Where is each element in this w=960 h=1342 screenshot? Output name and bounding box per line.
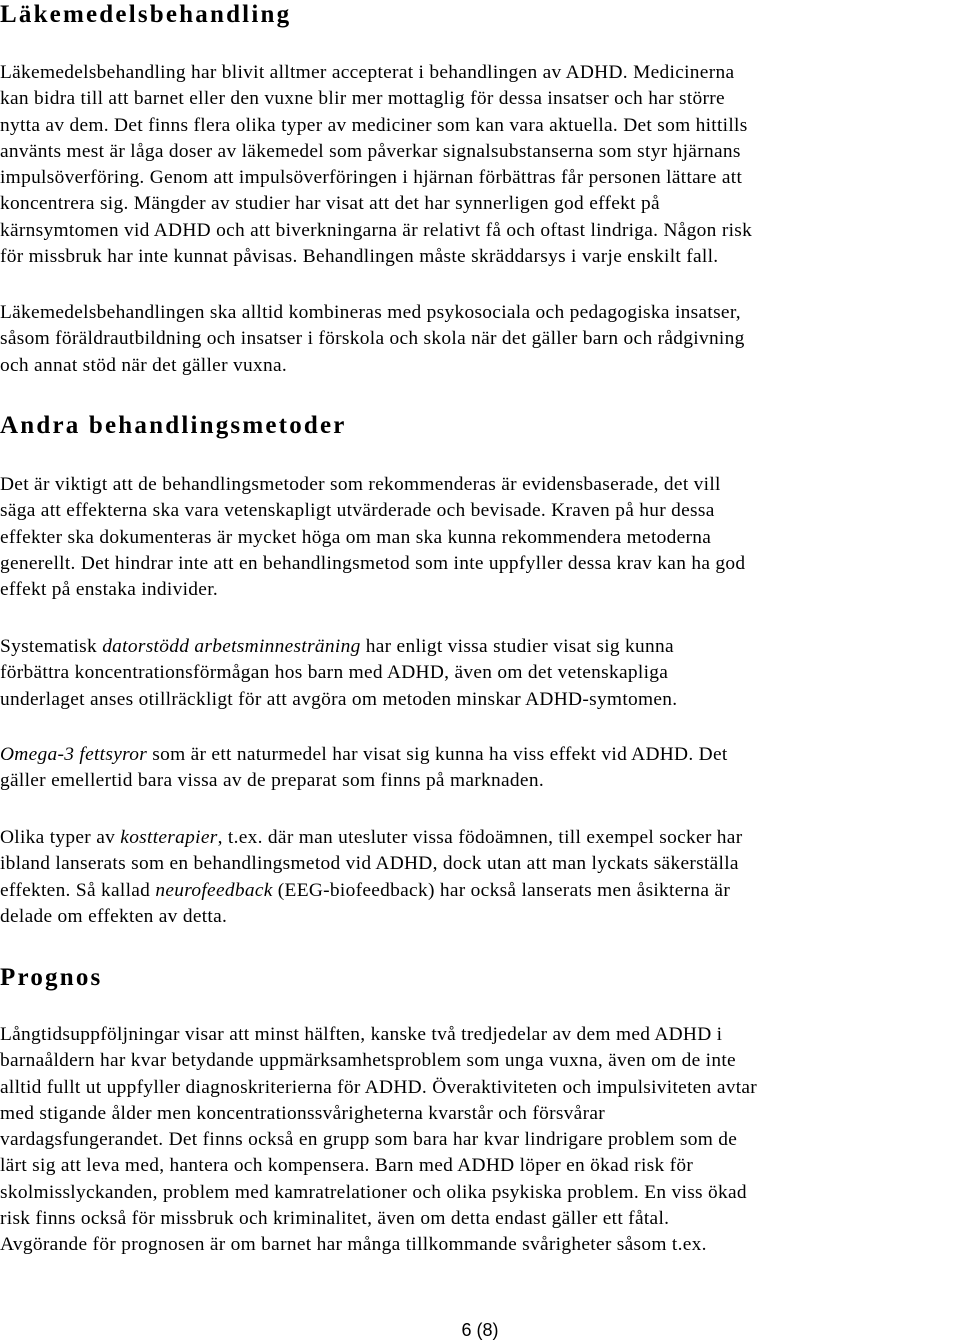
text-run: Olika typer av	[0, 827, 121, 848]
emphasis-neurofeedback: neurofeedback	[155, 879, 273, 901]
text-run: Systematisk	[0, 636, 103, 657]
paragraph-lakemedel-kombination: Läkemedelsbehandlingen ska alltid kombineras med psykosociala och pedagogiska insatser, såsom föräldrautbildning och insatser i förskola och skola när det gäller barn och rådgivning och annat stöd när det gäller vuxna.	[0, 302, 745, 376]
emphasis-kostterapier: kostterapier	[120, 827, 218, 848]
paragraph-lakemedel-intro: Läkemedelsbehandling har blivit alltmer accepterat i behandlingen av ADHD. Medicinerna kan bidra till att barnet eller den vuxne blir mer mottaglig för dessa insatser och har större nytta av dem. Det finns flera olika typer av mediciner som kan vara aktuella. Det som hittills använts mest är låga doser av läkemedel som påverkar signalsubstanserna som styr hjärnans impulsöverföring. Genom att impulsöverföringen i hjärnan förbättras får personen lättare att koncentrera sig. Mängder av studier har visat att det har synnerligen god effekt på kärnsymtomen vid ADHD och att biverkningarna är relativt få och oftast lindriga. Någon risk för missbruk har inte kunnat påvisas. Behandlingen måste skräddarsys i varje enskilt fall.	[0, 62, 753, 268]
text-run: , t.ex. där man utesluter vissa födoämnen, till exempel socker har ibland lanserats som en behandlingsmetod vid ADHD, dock utan att man lyckats säkerställa effekten. Så kallad	[0, 827, 743, 901]
text-run: som är ett naturmedel har visat sig kunna ha viss effekt vid ADHD. Det gäller emellertid bara vissa av de preparat som finns på marknaden.	[0, 744, 728, 792]
paragraph-kostterapier	[0, 825, 958, 930]
paragraph-prognos: Långtidsuppföljningar visar att minst hälften, kanske två tredjedelar av dem med ADHD i barnaåldern har kvar betydande uppmärksamhetsproblem som unga vuxna, även om de inte alltid fullt ut uppfyller diagnoskriterierna för ADHD. Överaktiviteten och impulsiviteten avtar med stigande ålder men koncentrationssvårigheterna kvarstår och försvårar vardagsfungerandet. Det finns också en grupp som bara har kvar lindrigare problem som de lärt sig att leva med, hantera och kompensera. Barn med ADHD löper en ökad risk för skolmisslyckanden, problem med kamratrelationer och olika psykiska problem. En viss ökad risk finns också för missbruk och kriminalitet, även om detta endast gäller ett fåtal. Avgörande för prognosen är om barnet har många tillkommande svårigheter såsom t.ex.	[0, 1024, 758, 1256]
section-heading-andra-behandlingsmetoder: Andra behandlingsmetoder	[0, 412, 347, 439]
emphasis-datorstodd-arbetsminnestraning: datorstödd arbetsminnesträning	[102, 636, 361, 657]
emphasis-omega3-fettsyror: Omega-3 fettsyror	[0, 744, 148, 765]
section-heading-lakemedelsbehandling: Läkemedelsbehandling	[0, 1, 292, 28]
paragraph-evidensbaserade: Det är viktigt att de behandlingsmetoder som rekommenderas är evidensbaserade, det vill säga att effekterna ska vara vetenskapligt utvärderade och bevisade. Kraven på hur dessa effekter ska dokumenteras är mycket höga om man ska kunna rekommendera metoderna generellt. Det hindrar inte att en behandlingsmetod som inte uppfyller dessa krav kan ha god effekt på enstaka individer.	[0, 474, 746, 601]
page-number: 6 (8)	[461, 1320, 499, 1340]
paragraph-arbetsminnestraning	[0, 634, 958, 713]
text-run: har enligt vissa studier visat sig kunna förbättra koncentrationsförmågan hos barn med ADHD, även om det vetenskapliga underlaget anses otillräckligt för att avgöra om metoden minskar ADHD-symtomen.	[0, 636, 678, 710]
paragraph-omega3	[0, 742, 958, 795]
section-heading-prognos: Prognos	[0, 964, 103, 991]
text-run: (EEG-biofeedback) har också lanserats men åsikterna är delade om effekten av detta.	[0, 879, 731, 927]
